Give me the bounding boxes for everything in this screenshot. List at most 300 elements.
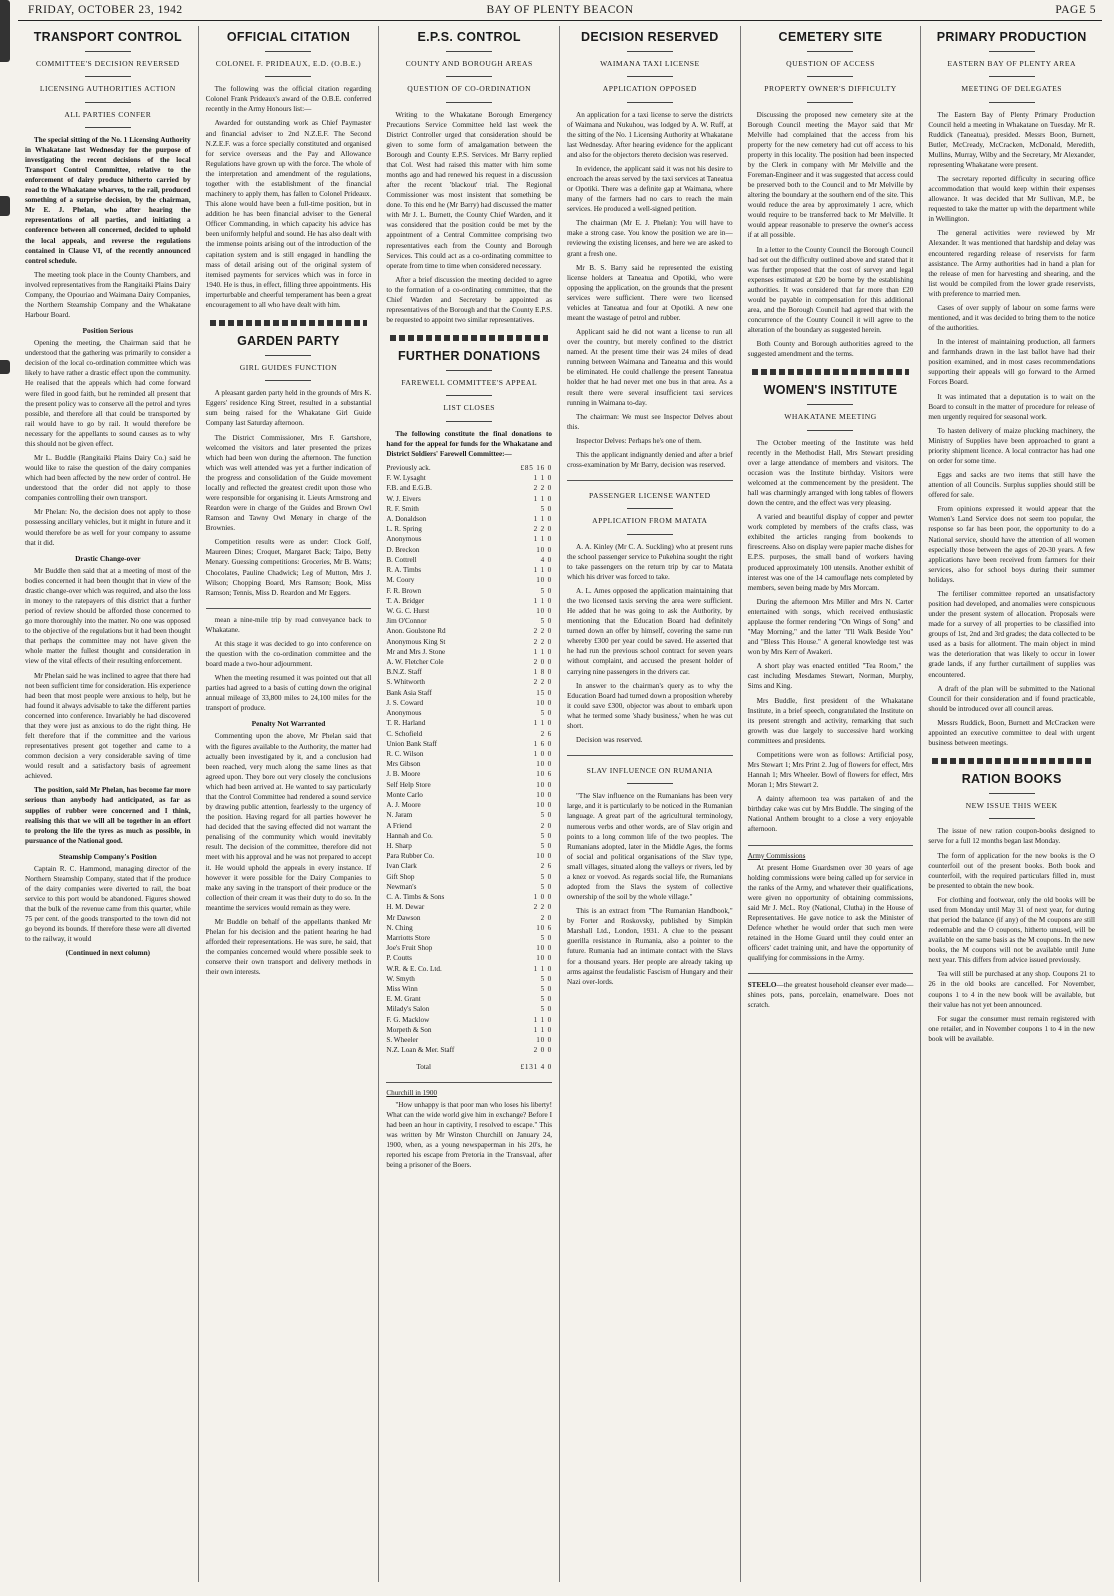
- donor-name: Morpeth & Son: [386, 1025, 432, 1034]
- crosshead: Drastic Change-over: [75, 553, 141, 563]
- divider: [627, 102, 673, 103]
- subhead: COMMITTEE'S DECISION REVERSED: [35, 59, 180, 68]
- divider: [446, 102, 492, 103]
- divider: [989, 76, 1035, 77]
- paragraph: After a brief discussion the meeting decided to agree to the formation of a co-ordinating committee, that the Chief Warden and Secretary be appointed as representatives of the Borough and that the County E.P.S. be requested to appoint two similar representatives.: [386, 275, 552, 325]
- paragraph: From opinions expressed it would appear that the Women's Land Service does not seem too popular, the response so far has been poor, the opportunity to do a National service, should have the attention of all women especially those between the ages of 20-30 years. A few applications have been received from farmers for their services, also for school boys during their summer holidays.: [928, 505, 1095, 584]
- page-columns: [18, 26, 1102, 1582]
- donation-row: [386, 657, 552, 667]
- donation-amount: 5 0: [540, 933, 552, 942]
- crosshead: Penalty Not Warranted: [251, 719, 326, 729]
- donation-row: [386, 626, 552, 636]
- donation-row: [386, 913, 552, 923]
- donation-row: [386, 964, 552, 974]
- paragraph: Mr Buddle then said that at a meeting of most of the bodies concerned it had been thought that in view of the drastic change-over which was required, and also the loss in money to the ratepayers of this district that a further period of review should be afforded those concerned to go more thoroughly into the matter. No one was opposed to the objective of the regulations but it had been thought that perhaps the committee may not have given the whole matter the fullest thought and consideration in view of the vital effects of their resulting enforcement.: [25, 566, 191, 666]
- paragraph: Awarded for outstanding work as Chief Paymaster and financial adviser to 2nd N.Z.E.F. The Second N.Z.E.F. was a force specially constituted and organised for service overseas and the Pay and Allowance Regulations have grown up with the force. The whole of the interpretation and amendment of the regulations, together with the establishment of the financial machinery to apply them, has fallen to Colonel Prideaux. This alone would have been a full-time position, but in addition he has been financial adviser to the General Officer Commanding, in which capacity his advice has been uniformly helpful and sound. He has also dealt with the immense points arising out of the introduction of the capitation system and is still engaged in handling the mass of detail arising out of the original system of itemised payments for services which was in force in 1940. He is thus, in effect, filling three appointments. His imperturbable and cheerful temperament has been a great encouragement to all who have dealt with him.: [205, 119, 372, 309]
- donor-name: Hannah and Co.: [386, 831, 433, 840]
- subhead: MEETING OF DELEGATES: [961, 84, 1063, 94]
- paragraph: This is an extract from "The Rumanian Handbook," by Forter and Roskovsky, published by Simpkin Marshall Ltd., London, 1931. A clue to the peasant guerilla resistance in Rumania, also a pointer to the future. Rumania had an intimate contact with the Slavs for a thousand years. Her people are already taking up arms against the feudalistic Fascism of Hungary and their Nazi over-lords.: [567, 907, 733, 986]
- donation-amount: 5 0: [540, 995, 552, 1004]
- donation-amount: 10 0: [536, 790, 552, 799]
- donation-amount: 10 0: [536, 698, 552, 707]
- donor-name: F. W. Lysaght: [386, 474, 426, 483]
- divider: [989, 51, 1035, 52]
- donation-amount: 5 0: [540, 811, 552, 820]
- donation-row: [386, 974, 552, 984]
- headline-primary-production: PRIMARY PRODUCTION: [936, 30, 1087, 44]
- donation-amount: 5 0: [540, 872, 552, 881]
- donation-row: [386, 841, 552, 851]
- donation-amount: 5 0: [540, 882, 552, 891]
- donor-name: Mr and Mrs J. Stone: [386, 647, 446, 656]
- donor-name: M. Coory: [386, 576, 415, 585]
- donation-amount: 2 2 0: [533, 525, 552, 534]
- column-rule: [748, 973, 914, 974]
- donation-row: [386, 473, 552, 483]
- subhead: NEW ISSUE THIS WEEK: [965, 801, 1058, 811]
- headline-decision-reserved: DECISION RESERVED: [581, 30, 719, 44]
- donor-name: B.N.Z. Staff: [386, 668, 422, 677]
- column-rule: [748, 845, 914, 846]
- paragraph: In the interest of maintaining production, all farmers and farmhands drawn in the last ballot have had their position examined, and in most cases recommendations supporting their appeals will go forward to the Armed Forces Board.: [928, 338, 1095, 387]
- continued-note: (Continued in next column): [65, 949, 151, 958]
- column-rule: [386, 1082, 552, 1083]
- paragraph: "The Slav influence on the Rumanians has been very large, and it is particularly to be noticed in the Rumanian language. A great part of the agricultural terminology, numerous verbs and other words, are of Slav origin and points to a long common life of the two peoples. The Rumanians adopted, later in the Middle Ages, the forms of social and political organisations of the Slav type, small villages, situated along the valleys or rivers, led by a knez or voevod. As regards social life, the Rumanians adopted from the Slavs the system of collective ownership of the soil by the whole village.": [567, 792, 733, 902]
- donation-amount: 5 0: [540, 709, 552, 718]
- divider: [265, 380, 311, 381]
- subhead: APPLICATION OPPOSED: [602, 84, 697, 94]
- donation-amount: 5 0: [540, 831, 552, 840]
- subhead: SLAV INFLUENCE ON RUMANIA: [586, 766, 713, 776]
- donation-amount: 2 2 0: [533, 678, 552, 687]
- donation-amount: 5 0: [540, 1005, 552, 1014]
- donation-row: [386, 902, 552, 912]
- donation-row: [386, 861, 552, 871]
- paragraph: The following was the official citation regarding Colonel Frank Prideaux's award of the O.B.E. conferred recently in the Army Honours list:—: [205, 85, 372, 114]
- paragraph: A. L. Ames opposed the application maintaining that the two licensed taxis serving the area were sufficient. He added that he was going to ask the Authority, by mentioning that the Education Board had definitely turned down an offer by himself, covering the same run whereby £300 per year could be saved. He asserted that he had run the previous school contract for seven years without complaint, and accused the present holder of carrying nine passengers in the drivers car.: [567, 586, 733, 676]
- subhead: APPLICATION FROM MATATA: [592, 516, 708, 526]
- divider: [446, 51, 492, 52]
- donation-row: [386, 810, 552, 820]
- donation-row: [386, 688, 552, 698]
- donor-name: Joe's Fruit Shop: [386, 944, 433, 953]
- donation-row: [386, 1035, 552, 1045]
- donor-name: A. Donaldson: [386, 514, 427, 523]
- donor-name: A. W. Fletcher Cole: [386, 658, 444, 667]
- donor-name: Jim O'Connor: [386, 617, 427, 626]
- paragraph: The form of application for the new books is the O counterfoil out of the present books. Both book and counterfoil, with the required particulars filled in, must be presented to obtain the new book.: [928, 851, 1095, 890]
- donor-name: P. Coutts: [386, 954, 412, 963]
- donor-name: L. R. Spring: [386, 525, 422, 534]
- donation-row: [386, 984, 552, 994]
- total-amount: £131 4 0: [520, 1062, 552, 1071]
- donor-name: A Friend: [386, 821, 412, 830]
- donor-name: Anon. Goulstone Rd: [386, 627, 446, 636]
- donor-name: A. J. Moore: [386, 801, 421, 810]
- donation-amount: 2 6: [540, 729, 552, 738]
- donation-amount: 2 2 0: [533, 903, 552, 912]
- donation-amount: 2 6: [540, 862, 552, 871]
- steelo-brand: STEELO: [747, 981, 777, 990]
- paragraph: The issue of new ration coupon-books designed to serve for a full 12 months began last Monday.: [928, 827, 1095, 846]
- divider: [627, 51, 673, 52]
- donation-amount: 1 1 0: [533, 1015, 552, 1024]
- donation-row: [386, 534, 552, 544]
- donation-row: [386, 606, 552, 616]
- crosshead: Churchill in 1900: [386, 1088, 438, 1097]
- donor-name: N. Ching: [386, 923, 413, 932]
- donation-row: [386, 667, 552, 677]
- donation-row: [386, 780, 552, 790]
- headline-cemetery-site: CEMETERY SITE: [778, 30, 883, 44]
- donation-row: [386, 677, 552, 687]
- donor-name: N.Z. Loan & Mer. Staff: [386, 1046, 455, 1055]
- paragraph: Tea will still be purchased at any shop. Coupons 21 to 26 in the old books are cancelled. For November, coupons 1 to 4 in the new book will be available, but their value has not yet been announced.: [928, 970, 1095, 1009]
- donation-amount: 1 8 0: [533, 668, 552, 677]
- paragraph: Discussing the proposed new cemetery site at the Borough Council meeting the Mayor said that Mr Melville had complained that the access from his property for the new cemetery had cut off access to his property in this locality. The position had been inspected by the Clerk in company with Mr Melville and the Foreman-Engineer and it was suggested that access could be preserved both to the Council and to Mr Melville by altering the boundary at the southern end of the site. This would reduce the area by approximately 1 acre, which would require to be transferred back to Mr Melville. It would appear reasonable to preserve the owner's access if at all possible.: [747, 110, 914, 240]
- donation-amount: 10 0: [536, 801, 552, 810]
- donation-row: [386, 483, 552, 493]
- donation-amount: 1 1 0: [533, 494, 552, 503]
- divider: [989, 818, 1035, 819]
- donation-amount: 1 1 0: [533, 596, 552, 605]
- donation-amount: 10 0: [536, 1036, 552, 1045]
- divider: [85, 102, 131, 103]
- donation-amount: 1 1 0: [533, 566, 552, 575]
- paragraph: Eggs and sacks are two items that still have the attention of all Councils. Surplus supplies should still be offered for sale.: [928, 471, 1095, 500]
- donation-row: [386, 882, 552, 892]
- donor-name: F. R. Brown: [386, 586, 422, 595]
- article-intro: The special sitting of the No. 1 Licensing Authority in Whakatane last Wednesday for the purpose of investigating the recent decisions of the local Transport Control Committee, relative to the enforcement of dairy produce hitherto carried by road to the Whakatane wharves, to the rail, produced something of a surprise decision, by the chairman, Mr E. J. Phelan, who after hearing the representations of all parties, and initiating a conference between all concerned, decided to uphold the local appeals, and reverse the regulations contained in Clause VI, of the recently announced control schedule.: [25, 135, 191, 265]
- column-rule: [567, 480, 733, 481]
- donation-row: [386, 616, 552, 626]
- column-cemetery-site: [741, 26, 922, 1582]
- paragraph: Captain R. C. Hammond, managing director of the Northern Steamship Company, stated that if the produce of the dairy companies were diverted to rail, the boat service to this port would be abandoned. Figures showed that the bulk of the revenue came from this quarter, while 75 per cent. of the goods transported to the town did not go beyond its bounds. If therefore these were all diverted to the railway, it would: [25, 864, 191, 944]
- donor-name: Gift Shop: [386, 872, 415, 881]
- subhead: PROPERTY OWNER'S DIFFICULTY: [764, 84, 897, 94]
- donor-name: Mrs Gibson: [386, 760, 421, 769]
- donations-intro: The following constitute the final donations to hand for the appeal for funds for the Whakatane and District Soldiers' Farewell Committee:—: [386, 429, 552, 458]
- donation-amount: 2 0 0: [533, 658, 552, 667]
- donation-row: [386, 718, 552, 728]
- donor-name: Para Rubber Co.: [386, 852, 435, 861]
- paragraph: Inspector Delves: Perhaps he's one of them.: [576, 436, 702, 445]
- newspaper-name: BAY OF PLENTY BEACON: [486, 4, 634, 16]
- donation-row: [386, 994, 552, 1004]
- paragraph: Mr Buddle on behalf of the appellants thanked Mr Phelan for his decision and the patient hearing he had afforded their representations. He was sure, he said, that the companies concerned would where possible seek to conserve their own transport and delivery methods in their own interests.: [205, 917, 372, 977]
- paragraph: The chairman (Mr E. J. Phelan): You will have to make a strong case. You know the position we are in—reviewing the existing licenses, and here we are asked to grant a fresh one.: [567, 219, 733, 258]
- paragraph: When the meeting resumed it was pointed out that all parties had agreed to a basis of cutting down the original annual mileage of 33,800 miles to 24,100 miles for the transport of produce.: [205, 674, 372, 713]
- column-official-citation: [199, 26, 380, 1582]
- donation-row: [386, 953, 552, 963]
- divider: [807, 51, 853, 52]
- donation-row: [386, 800, 552, 810]
- donor-name: Previously ack.: [386, 463, 431, 472]
- donation-amount: 5 0: [540, 504, 552, 513]
- donation-amount: 5 0: [540, 974, 552, 983]
- divider: [627, 534, 673, 535]
- donation-row: [386, 729, 552, 739]
- donation-row: [386, 831, 552, 841]
- subhead: QUESTION OF CO-ORDINATION: [407, 84, 532, 94]
- paragraph: Messrs Ruddick, Boon, Burnett and McCracken were appointed an executive committee to deal with urgent business between meetings.: [928, 718, 1095, 748]
- donation-amount: 2 2 0: [533, 484, 552, 493]
- donation-row: [386, 565, 552, 575]
- donation-amount: 10 0: [536, 576, 552, 585]
- paragraph: The meeting took place in the County Chambers, and involved representatives from the Rangitaiki Plains Dairy Company, the Opouriao and Waimana Dairy Companies, the Northern Steamship Company and the Whakatane Harbour Board.: [25, 270, 191, 320]
- divider: [807, 430, 853, 431]
- donation-amount: 5 0: [540, 617, 552, 626]
- paragraph: To hasten delivery of maize plucking machinery, the Ministry of Supplies have been approached to grant a priority shipment licence. A local contractor has had one on order for some time.: [928, 426, 1095, 465]
- divider: [446, 370, 492, 371]
- subhead: LIST CLOSES: [443, 403, 495, 413]
- divider: [989, 793, 1035, 794]
- paragraph: The October meeting of the Institute was held recently in the Methodist Hall, Mrs Stewart presiding over a large attendance of members and visitors. The occasion was the Institute birthday. Visitors were welcomed at the commencement by the president. The hall was charmingly arranged with long tables of flowers down the centre, and the effect was very pleasing.: [747, 438, 914, 508]
- donor-name: Union Bank Staff: [386, 739, 437, 748]
- donor-name: C. Schofield: [386, 729, 423, 738]
- donor-name: Bank Asia Staff: [386, 688, 432, 697]
- donation-row: [386, 637, 552, 647]
- paragraph: The fertiliser committee reported an unsatisfactory position had developed, and anomalies were conspicuous under the present system of allocation. Proposals were made for a survey of all properties to be classified into groups of 1st, 2nd and 3rd grades; the data collected to be used as a basis for allotment. The main object in mind was the deterioration that was likely to occur in lower grade lands, if any further curtailment of supplies was encountered.: [928, 589, 1095, 679]
- donation-row: [386, 1004, 552, 1014]
- paragraph: A. A. Kinley (Mr C. A. Suckling) who at present runs the school passenger service to Pukehina sought the right to take passengers on the return trip by car to Matata which his driver was forced to take.: [567, 542, 733, 581]
- donor-name: Milady's Salon: [386, 1005, 430, 1014]
- paragraph: A pleasant garden party held in the grounds of Mrs K. Eggers' residence King Street, resulted in a substantial sum being raised for the Whakatane Girl Guide Company last Saturday afternoon.: [205, 389, 372, 428]
- donor-name: J. B. Moore: [386, 770, 421, 779]
- donation-amount: 1 1 0: [533, 1025, 552, 1034]
- donation-row: [386, 1015, 552, 1025]
- subhead: LICENSING AUTHORITIES ACTION: [39, 84, 176, 94]
- donor-name: H. M. Dewar: [386, 903, 425, 912]
- donation-row: [386, 769, 552, 779]
- donation-amount: 2 2 0: [533, 637, 552, 646]
- paragraph: Mr Phelan said he was inclined to agree that there had not been sufficient time for consideration. His experience had been that most people were anxious to help, but he had found it always advisable to take the different parties concerned into conference. Invariably he had discovered that they were just as anxious to do the right thing. He felt therefore that if the committee and the various representatives present got together and came to a common decision a very considerable saving of time would result and a satisfactory basis of agreement achieved.: [25, 671, 191, 781]
- donations-table: [386, 463, 552, 1072]
- donation-row: [386, 749, 552, 759]
- donor-name: Marriotts Store: [386, 933, 431, 942]
- column-primary-production: [921, 26, 1102, 1582]
- donation-row: [386, 524, 552, 534]
- divider: [265, 76, 311, 77]
- binding-clip-middle: [0, 196, 10, 216]
- subhead: WHAKATANE MEETING: [784, 412, 877, 422]
- paragraph: The chairman: We must see Inspector Delves about this.: [567, 412, 733, 431]
- donation-amount: 10 0: [536, 606, 552, 615]
- column-decision-reserved: [560, 26, 741, 1582]
- page-number: PAGE 5: [1055, 4, 1096, 16]
- total-label: Total: [416, 1062, 431, 1071]
- paragraph: For sugar the consumer must remain registered with one retailer, and in November coupons 1 to 4 in the new book will be available.: [928, 1014, 1095, 1043]
- paragraph: For clothing and footwear, only the old books will be used from Monday until May 31 of next year, for during that period the balance (if any) of the M coupons are still redeemable and the O coupons, hitherto unused, will be available on the same basis as the M coupons. In the new books, the M coupons will not be available until June next year. This differs from advice issued previously.: [928, 895, 1095, 965]
- donation-row: [386, 494, 552, 504]
- donation-row: [386, 933, 552, 943]
- paragraph: mean a nine-mile trip by road conveyance back to Whakatane.: [205, 615, 372, 634]
- donation-amount: 10 6: [536, 770, 552, 779]
- section-divider: [752, 369, 910, 375]
- divider: [446, 395, 492, 396]
- crosshead: Steamship Company's Position: [58, 851, 157, 861]
- paragraph: The general activities were reviewed by Mr Alexander. It was mentioned that hardship and delay was encountered regarding release of reservists for farm assistance. The Army authorities had in hand a plan for the release of men for harvesting and shearing, and the list would be compiled from the lower grade reservists, with preference to married men.: [928, 229, 1095, 298]
- donation-amount: 2 0 0: [533, 1046, 552, 1055]
- donor-name: W. G. C. Hurst: [386, 606, 430, 615]
- donation-amount: 1 1 0: [533, 719, 552, 728]
- headline-official-citation: OFFICIAL CITATION: [226, 30, 351, 44]
- donation-row: [386, 545, 552, 555]
- paragraph: "How unhappy is that poor man who loses his liberty! What can the wide world give him in exchange? Before I had been an hour in captivity, I resolved to escape." This was written by Mr Winston Churchill on January 24, 1900, when, as a young newspaperman in his 20's, he reported his escape from Pretoria in the Transvaal, after being a prisoner of the Boers.: [386, 1100, 552, 1170]
- section-divider: [390, 335, 548, 341]
- crosshead: Position Serious: [82, 326, 134, 336]
- donation-amount: 10 0: [536, 852, 552, 861]
- donation-amount: 10 0: [536, 780, 552, 789]
- paragraph: Mr L. Buddle (Rangitaiki Plains Dairy Co.) said he would like to raise the question of the dairy companies which had been affected by the new order of control. He understood that the order did not apply to those companies controlling their own transport.: [25, 454, 191, 503]
- paragraph: A dainty afternoon tea was partaken of and the birthday cake was cut by Mrs Buddle. The singing of the National Anthem brought to a close a very enjoyable afternoon.: [747, 795, 914, 834]
- divider: [265, 355, 311, 356]
- headline-further-donations: FURTHER DONATIONS: [397, 349, 541, 364]
- donor-name: D. Breckon: [386, 545, 420, 554]
- section-divider: [932, 758, 1091, 764]
- donation-amount: 1 0 0: [533, 893, 552, 902]
- donation-amount: 5 0: [540, 985, 552, 994]
- donation-amount: 2 0: [540, 821, 552, 830]
- donation-row: [386, 943, 552, 953]
- donor-name: Anonymous King St: [386, 637, 446, 646]
- donation-amount: 1 1 0: [533, 474, 552, 483]
- donation-row: [386, 463, 552, 473]
- section-divider: [210, 320, 368, 326]
- subhead: FAREWELL COMMITTEE'S APPEAL: [401, 378, 538, 388]
- donation-amount: 10 6: [536, 923, 552, 932]
- donation-row: [386, 790, 552, 800]
- paragraph: Commenting upon the above, Mr Phelan said that with the figures available to the Authority, the matter had actually been investigated by it, and a conclusion had been reached, very much along the same lines as that agreed upon. They bore out very closely the conclusions which had been arrived at. He wanted to say particularly that the Control Committee had rendered a sound service by drawing public attention, fearlessly to the urgency of the position. Having regard for all parties however he had decided that the saving effected did not warrant the penalising of the community which would inevitably result. The decision of the committee, therefore did not meet with his approval and he was not prepared to accept it. He would uphold the appeals in every instance. If however it were possible for the Dairy Companies to make any saving in the transport of their produce or the collection of their cream it was their duty to do so. In the meantime the services would remain as they were.: [205, 732, 372, 912]
- column-transport-control: [18, 26, 199, 1582]
- subhead: WAIMANA TAXI LICENSE: [600, 59, 700, 68]
- divider: [85, 51, 131, 52]
- donation-amount: 1 1 0: [533, 535, 552, 544]
- binding-clip-lower: [0, 360, 10, 374]
- donor-name: W. Smyth: [386, 974, 415, 983]
- steelo-text: —the greatest household cleanser ever made—shines pots, pans, porcelain, enamelware. Does not scratch.: [747, 981, 914, 1010]
- donation-row: [386, 739, 552, 749]
- donation-amount: 5 0: [540, 586, 552, 595]
- paragraph: Writing to the Whakatane Borough Emergency Precautions Service Committee held last week the District Controller urged that consideration should be given to some form of amalgamation between the Borough and County E.P.S. Services. Mr Barry replied that Col. West had raised this matter with him some months ago and had renewed his request in a discussion after the recent 'blackout' trial. The Regional Commissioner was most insistent that something be done. To this end he (Mr Barry) had discussed the matter with Mr J. L. Burnett, the County Chief Warden, and it was considered that the position could be met by the appointment of a Central Committee comprising two representatives each from the County and Borough Services. This could act as a co-ordinating committee to operate from time to time when considered necessary.: [386, 110, 552, 270]
- donor-name: R. F. Smith: [386, 504, 419, 513]
- donor-name: F. G. Macklow: [386, 1015, 430, 1024]
- steelo-advertisement: [748, 980, 914, 1010]
- crosshead: Army Commissions: [747, 851, 806, 860]
- donor-name: B. Cottrell: [386, 555, 417, 564]
- donation-amount: 1 0 0: [533, 750, 552, 758]
- donation-amount: 15 0: [536, 688, 552, 697]
- paragraph: In a letter to the County Council the Borough Council had set out the difficulty outlined above and stated that it was further proposed that the cost of survey and legal expenses estimated at £20 be borne by the establishing authorities. It was considered that far more than £20 would be payable in compensation for this additional area, and the Borough Council had agreed that with the concurrence of the County Council it will agree to the alteration of the boundary as suggested herein.: [747, 245, 914, 335]
- divider: [807, 102, 853, 103]
- paragraph: Mr Phelan: No, the decision does not apply to those possessing ancillary vehicles, but it might in future and it would therefore be as well for your company to assume that it did.: [25, 508, 191, 547]
- divider: [807, 76, 853, 77]
- divider: [627, 783, 673, 784]
- donation-row: [386, 872, 552, 882]
- donor-name: Anonymous: [386, 535, 422, 544]
- donor-name: Mr Dawson: [386, 913, 421, 922]
- divider: [446, 421, 492, 422]
- column-eps-control: [379, 26, 560, 1582]
- donor-name: H. Sharp: [386, 841, 412, 850]
- donation-row: [386, 586, 552, 596]
- paragraph: The District Commissioner, Mrs F. Gartshore, welcomed the visitors and later presented the prizes which had been won during the afternoon. The function which was well attended was yet a further indication of the progress and consolidation of the Guide movement locally and reflected the greatest credit upon those who were responsible for organising it. Lieuts Armstrong and Reardon were in charge of the Guides and Brown Owl Ramson and Tawny Owl Menary in charge of the Brownies.: [205, 433, 372, 533]
- paragraph: Decision was reserved.: [576, 735, 643, 744]
- donor-name: T. A. Bridger: [386, 596, 425, 605]
- donation-amount: 1 6 0: [533, 739, 552, 748]
- subhead: ALL PARTIES CONFER: [64, 109, 152, 119]
- donor-name: W.R. & E. Co. Ltd.: [386, 964, 442, 973]
- donor-name: F.B. and E.G.B.: [386, 484, 432, 493]
- donation-row: [386, 851, 552, 861]
- subhead: GIRL GUIDES FUNCTION: [239, 362, 338, 372]
- paragraph: A varied and beautiful display of copper and pewter work completed by members of the crafts class, was exhibited the articles ranging from bookends to firescreens. Also on display were papier mache dishes for E.P.S. purposes, the small band of workers having produced approximately 100 utensils. Another exhibit of interest was one of the 14 camouflage nets completed by members, seven being made by Mrs Morcam.: [747, 513, 914, 592]
- donation-amount: 10 0: [536, 944, 552, 953]
- paragraph: A draft of the plan will be submitted to the National Council for their consideration and if found practicable, should be introduced over all council areas.: [928, 684, 1095, 713]
- donation-amount: £85 16 0: [520, 463, 552, 472]
- divider: [627, 508, 673, 509]
- donation-amount: 1 1 0: [533, 964, 552, 973]
- donor-name: R. A. Timbs: [386, 566, 422, 575]
- donations-total-row: [386, 1056, 552, 1072]
- donation-row: [386, 923, 552, 933]
- donor-name: R. C. Wilson: [386, 750, 424, 758]
- donation-row: [386, 821, 552, 831]
- donation-amount: 1 1 0: [533, 514, 552, 523]
- subhead: PASSENGER LICENSE WANTED: [588, 491, 711, 501]
- masthead: [18, 2, 1102, 21]
- paragraph: In answer to the chairman's query as to why the Education Board had turned down a proposition whereby it could save £300, objector was about to embark upon what he termed some 'shady business,' when he was cut short.: [567, 681, 733, 730]
- paragraph-bold: The position, said Mr Phelan, has become far more serious than anybody had anticipated, as far as supplies of rubber were concerned and I think, realising this that we will all be together in an effort to prolong the life the tyres as much as possible, in pursuance of the National good.: [25, 786, 191, 845]
- column-rule: [567, 755, 733, 756]
- paragraph: Mrs Buddle, first president of the Whakatane Institute, in a brief speech, congratulated the Institute on its present strength and activity, remarking that such growth was due largely to successive hard working committees and presidents.: [747, 696, 914, 745]
- donation-row: [386, 514, 552, 524]
- divider: [446, 76, 492, 77]
- donation-row: [386, 504, 552, 514]
- donor-name: W. J. Eivers: [386, 494, 421, 503]
- donor-name: Self Help Store: [386, 780, 431, 789]
- paragraph: It was intimated that a deputation is to wait on the Board to consult in the matter of procedure for release of men urgently required for seasonal work.: [928, 392, 1095, 421]
- divider: [85, 127, 131, 128]
- donor-name: E. M. Grant: [386, 995, 421, 1004]
- paragraph: Applicant said he did not want a license to run all over the country, but merely confined to the district named. At the present time their was 24 miles of dead running between Waimana and Taneatua and this would be eliminated. He could challenge the present Taneatua holder that he had never met one bus in that area. As a result there were several insufficient taxi services running in Waimana to-day.: [567, 328, 733, 407]
- paragraph: An application for a taxi license to serve the districts of Waimana and Nukuhou, was lodged by A. W. Ruff, at the sitting of the No. 1 Licensing Authority at Whakatane last Wednesday. After hearing evidence for the applicant and also for the objectors thereto decision was reserved.: [567, 110, 733, 159]
- paragraph: Cases of over supply of labour on some farms were mentioned, and it was decided to bring them to the notice of the authorities.: [928, 303, 1095, 333]
- divider: [265, 51, 311, 52]
- headline-transport-control: TRANSPORT CONTROL: [33, 30, 182, 44]
- subhead: EASTERN BAY OF PLENTY AREA: [947, 59, 1076, 68]
- divider: [989, 102, 1035, 103]
- donor-name: Ivan Clark: [386, 862, 417, 871]
- donation-amount: 2 0: [540, 913, 552, 922]
- donation-row: [386, 1025, 552, 1035]
- donation-amount: 10 0: [536, 545, 552, 554]
- paragraph: During the afternoon Mrs Miller and Mrs N. Carter entertained with songs, which received enthusiastic applause the former rendering "On Wings of Song" and "May Morning," and the latter "I'll Walk Beside You" and "Bless This House." A general knowledge test was won by Mrs Kerr of Awakeri.: [747, 597, 914, 657]
- divider: [627, 76, 673, 77]
- donation-amount: 2 2 0: [533, 627, 552, 636]
- donation-row: [386, 892, 552, 902]
- subhead: COLONEL F. PRIDEAUX, E.D. (O.B.E.): [215, 59, 362, 68]
- donor-name: Newman's: [386, 882, 417, 891]
- donation-amount: 4 0: [540, 555, 552, 564]
- donation-row: [386, 647, 552, 657]
- headline-womens-institute: WOMEN'S INSTITUTE: [763, 383, 898, 398]
- subhead: COUNTY AND BOROUGH AREAS: [405, 59, 533, 68]
- headline-eps-control: E.P.S. CONTROL: [417, 30, 521, 44]
- donor-name: Miss Winn: [386, 985, 418, 994]
- paragraph: The secretary reported difficulty in securing office accommodation that would keep within their expenses allowance. It was decided that Mr Sullivan, M.P., be requested to take the matter up with the department while in Wellington.: [928, 174, 1095, 224]
- paragraph: Competitions were won as follows: Artificial posy, Mrs Stewart 1; Mrs Print 2. Jug of flowers for effect, Mrs Hannah 1; Mrs Wheeler. Bowl of flowers for effect, Mrs Moran 1; Mrs Stewart 2.: [747, 750, 914, 790]
